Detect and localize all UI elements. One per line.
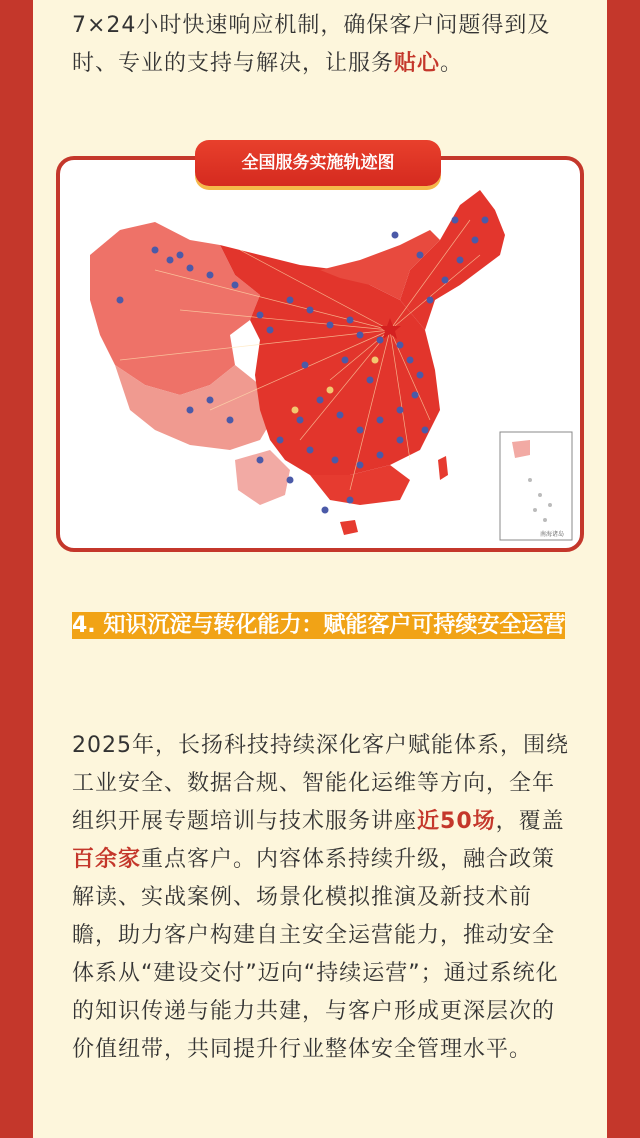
map-title-badge: 全国服务实施轨迹图: [195, 140, 441, 186]
body-text-a: 2025年，长扬科技持续深化客户赋能体系，围绕工业安全、数据合规、智能化运维等方向，全年组织开展专题培训与技术服务讲座: [72, 733, 569, 834]
intro-highlight: 贴心: [394, 51, 441, 76]
south-sea-inset: [500, 432, 572, 540]
inset-label: 南海诸岛: [539, 531, 565, 538]
intro-line-a: 7×24小时快速响应机制，确保客户问题得到及: [72, 13, 551, 38]
section-title-text: 4. 知识沉淀与转化能力：赋能客户可持续安全运营: [72, 613, 566, 638]
service-map-card: [56, 156, 584, 552]
body-paragraph: [72, 727, 570, 1069]
body-text-b: ，覆盖: [495, 809, 565, 834]
intro-line-b: 时、专业的支持与解决，让服务: [72, 51, 395, 76]
content-panel: [33, 0, 607, 1138]
intro-paragraph: [72, 7, 570, 83]
china-map: [60, 160, 580, 548]
body-highlight-a: 近50场: [417, 809, 496, 834]
body-text-c: 重点客户。内容体系持续升级，融合政策解读、实战案例、场景化模拟推演及新技术前瞻，助力客户构建自主安全运营能力，推动安全体系从“建设交付”迈向“持续运营”；通过系统化的知识传递与能力共建，与客户形成更深层次的价值纽带，共同提升行业整体安全管理水平。: [72, 847, 559, 1062]
map-region-taiwan: [438, 456, 448, 480]
intro-line-end: 。: [440, 51, 464, 76]
body-highlight-b: 百余家: [72, 847, 142, 872]
section-title: [72, 607, 570, 645]
map-region-hainan: [340, 520, 358, 535]
